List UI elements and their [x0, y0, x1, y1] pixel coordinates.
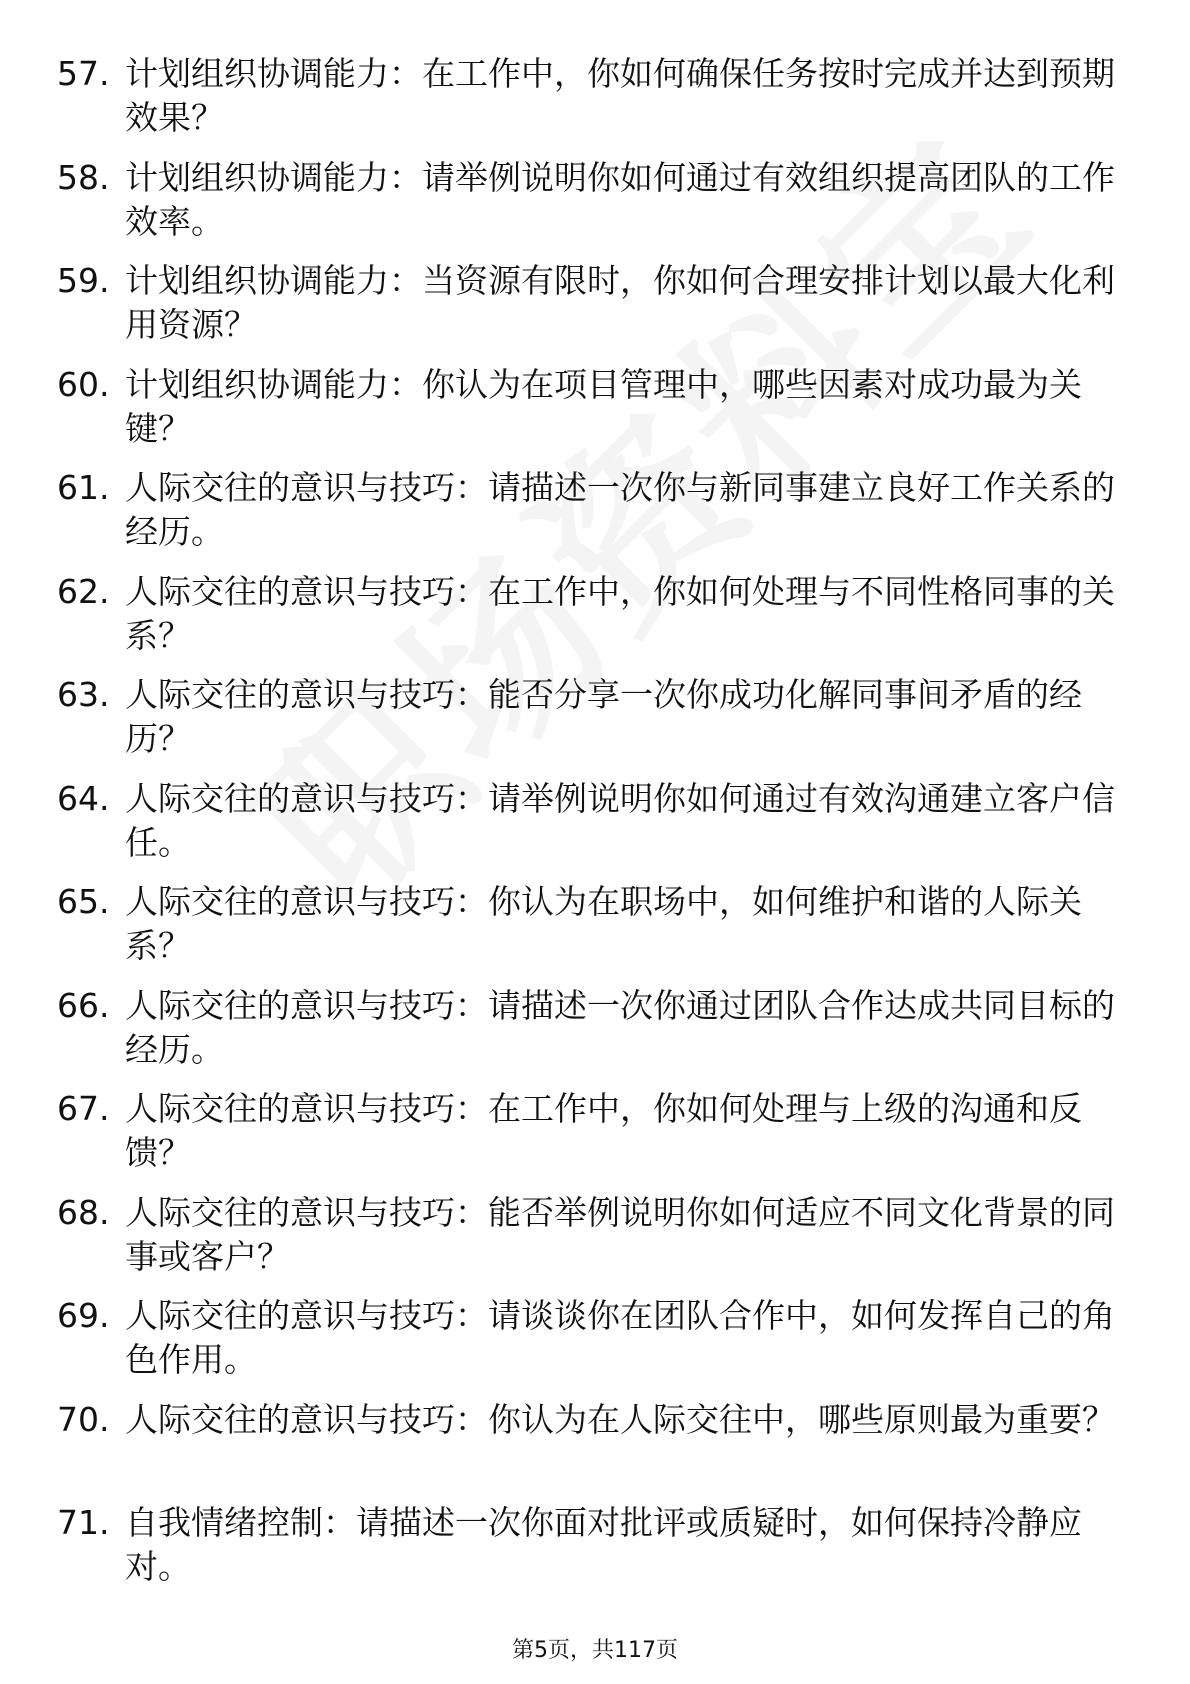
question-number: 58.: [57, 157, 110, 197]
question-text: 人际交往的意识与技巧：能否分享一次你成功化解同事间矛盾的经历？: [125, 675, 1082, 758]
question-item: [0, 52, 1190, 156]
question-number: 67.: [57, 1089, 110, 1128]
question-number: 60.: [57, 364, 110, 404]
question-item: [0, 984, 1190, 1088]
question-item: [0, 363, 1190, 467]
question-item: [0, 1294, 1190, 1398]
question-text: 自我情绪控制：请描述一次你面对批评或质疑时，如何保持冷静应对。: [125, 1503, 1082, 1586]
question-number: 57.: [57, 54, 110, 93]
question-number: 59.: [57, 261, 110, 300]
question-item: [0, 570, 1190, 674]
question-text: 人际交往的意识与技巧：请举例说明你如何通过有效沟通建立客户信任。: [125, 778, 1115, 862]
question-number: 61.: [57, 468, 110, 507]
question-text: 人际交往的意识与技巧：请谈谈你在团队合作中，如何发挥自己的角色作用。: [125, 1296, 1115, 1379]
question-item: [0, 1501, 1190, 1605]
question-text: 人际交往的意识与技巧：能否举例说明你如何适应不同文化背景的同事或客户？: [125, 1192, 1115, 1276]
question-text: 计划组织协调能力：请举例说明你如何通过有效组织提高团队的工作效率。: [125, 157, 1115, 241]
question-list: [0, 52, 1190, 1605]
question-item: [0, 1087, 1190, 1191]
question-number: 69.: [57, 1296, 110, 1335]
question-text: 人际交往的意识与技巧：请描述一次你与新同事建立良好工作关系的经历。: [125, 468, 1115, 551]
question-item: [0, 673, 1190, 777]
question-item: [0, 156, 1190, 260]
question-number: 64.: [57, 778, 110, 818]
question-item: [0, 1191, 1190, 1295]
question-number: 71.: [57, 1503, 110, 1542]
question-number: 63.: [57, 675, 110, 714]
question-text: 人际交往的意识与技巧：请描述一次你通过团队合作达成共同目标的经历。: [125, 985, 1115, 1069]
question-number: 62.: [57, 571, 110, 611]
question-text: 人际交往的意识与技巧：在工作中，你如何处理与上级的沟通和反馈？: [125, 1089, 1082, 1172]
question-text: 计划组织协调能力：在工作中，你如何确保任务按时完成并达到预期效果？: [125, 54, 1115, 137]
question-item: [0, 466, 1190, 570]
question-text: 人际交往的意识与技巧：在工作中，你如何处理与不同性格同事的关系？: [125, 571, 1115, 655]
question-item: [0, 1398, 1190, 1502]
question-item: [0, 880, 1190, 984]
question-number: 70.: [57, 1399, 110, 1439]
question-item: [0, 777, 1190, 881]
question-item: [0, 259, 1190, 363]
question-text: 计划组织协调能力：当资源有限时，你如何合理安排计划以最大化利用资源？: [125, 261, 1115, 344]
page-number-footer: 第5页，共117页: [512, 1638, 678, 1663]
question-text: 人际交往的意识与技巧：你认为在职场中，如何维护和谐的人际关系？: [125, 882, 1082, 965]
question-text: 计划组织协调能力：你认为在项目管理中，哪些因素对成功最为关键？: [125, 364, 1082, 448]
question-text: 人际交往的意识与技巧：你认为在人际交往中，哪些原则最为重要？: [125, 1399, 1115, 1439]
question-number: 66.: [57, 985, 110, 1025]
question-number: 68.: [57, 1192, 110, 1232]
question-number: 65.: [57, 882, 110, 921]
